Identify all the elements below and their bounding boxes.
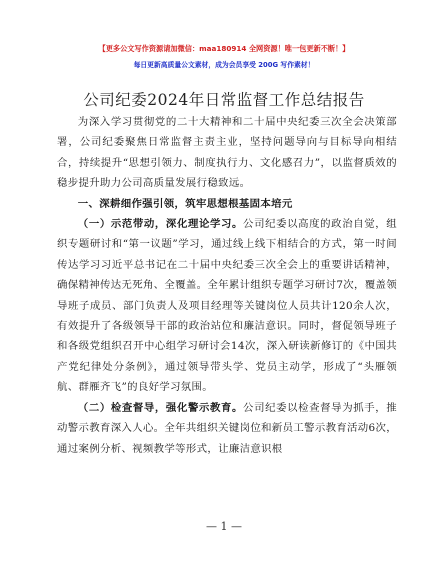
intro-paragraph: 为深入学习贯彻党的二十大精神和二十届中央纪委三次全会决策部署，公司纪委聚焦日常监督主责主业，坚持问题导向与目标导向相结合，持续提升“思想引领力、制度执行力、文化感召力”，以监督质效的稳步提升助力公司高质量发展行稳致远。: [57, 116, 397, 190]
document-body: [57, 112, 397, 459]
document-title: 公司纪委2024年日常监督工作总结报告: [83, 91, 365, 109]
promo-banner-line-2: 每日更新高质量公文素材，成为会员享受 200G 写作素材！: [133, 61, 315, 69]
subsection-2-body: 公司纪委以检查督导为抓手，推动警示教育深入人心。全年共组织关键岗位和新员工警示教育活动6次，通过案例分析、视频教学等形式，让廉洁意识根: [57, 401, 397, 455]
subsection-1-title: （一）示范带动，深化理论学习。: [77, 218, 244, 231]
subsection-2-title: （二）检查督导，强化警示教育。: [77, 401, 244, 414]
subsection-2-paragraph: [57, 398, 397, 459]
page-number: — 1 —: [206, 520, 242, 533]
subsection-1-body: 公司纪委以高度的政治自觉，组织专题研讨和“第一议题”学习，通过线上线下相结合的方式，第一时间传达学习习近平总书记在二十届中央纪委三次全会上的重要讲话精神，确保精神传达无死角、全覆盖。全年累计组织专题学习研讨7次，覆盖领导班子成员、部门负责人及项目经理等关键岗位人员共计120余人次，有效提升了各级领导干部的政治站位和廉洁意识。同时，督促领导班子和各级党组织召开中心组学习研讨会14次，深入研读新修订的《中国共产党纪律处分条例》，通过领导带头学、党员主动学，形成了“头雁领航、群雁齐飞”的良好学习氛围。: [57, 218, 397, 394]
subsection-1-paragraph: [57, 214, 397, 398]
promo-banner-line-1: 【更多公文写作资源请加微信：maa180914 全网资源！唯一包更新不断！】: [98, 44, 350, 53]
section-heading-1: 一、深耕细作强引领，筑牢思想根基固本培元: [77, 197, 293, 210]
